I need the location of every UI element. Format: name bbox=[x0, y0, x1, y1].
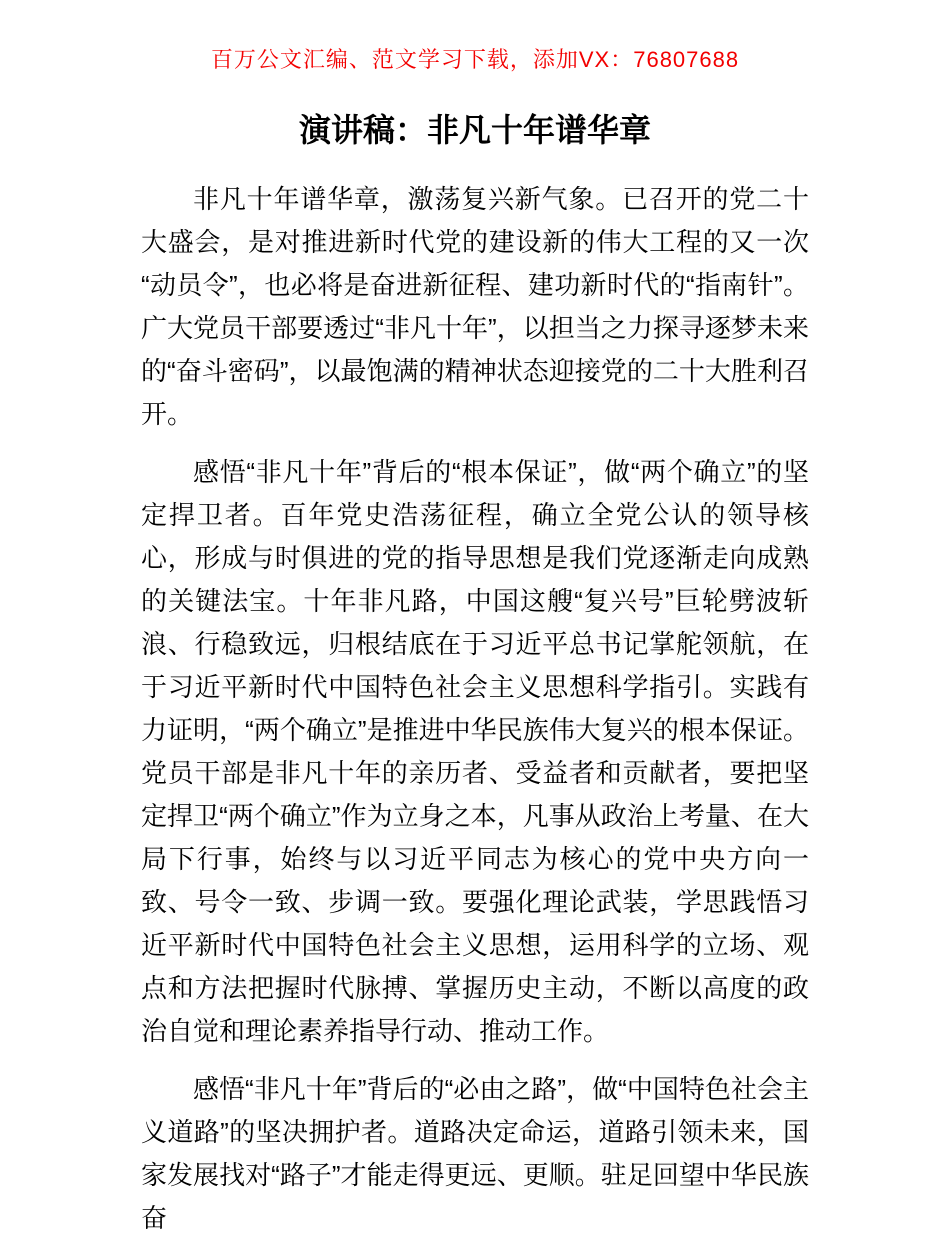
paragraph-3: 感悟“非凡十年”背后的“必由之路”，做“中国特色社会主义道路”的坚决拥护者。道路决定命运，道路引领未来，国家发展找对“路子”才能走得更远、更顺。驻足回望中华民族奋 bbox=[141, 1074, 809, 1233]
paragraph-1: 非凡十年谱华章，激荡复兴新气象。已召开的党二十大盛会，是对推进新时代党的建设新的伟大工程的又一次“动员令”，也必将是奋进新征程、建功新时代的“指南针”。广大党员干部要透过“非凡十年”，以担当之力探寻逐梦未来的“奋斗密码”，以最饱满的精神状态迎接党的二十大胜利召开。 bbox=[141, 184, 809, 429]
document-body bbox=[141, 178, 809, 1240]
paragraph-2: 感悟“非凡十年”背后的“根本保证”，做“两个确立”的坚定捍卫者。百年党史浩荡征程，确立全党公认的领导核心，形成与时俱进的党的指导思想是我们党逐渐走向成熟的关键法宝。十年非凡路，中国这艘“复兴号”巨轮劈波斩浪、行稳致远，归根结底在于习近平总书记掌舵领航，在于习近平新时代中国特色社会主义思想科学指引。实践有力证明，“两个确立”是推进中华民族伟大复兴的根本保证。党员干部是非凡十年的亲历者、受益者和贡献者，要把坚定捍卫“两个确立”作为立身之本，凡事从政治上考量、在大局下行事，始终与以习近平同志为核心的党中央方向一致、号令一致、步调一致。要强化理论武装，学思践悟习近平新时代中国特色社会主义思想，运用科学的立场、观点和方法把握时代脉搏、掌握历史主动，不断以高度的政治自觉和理论素养指导行动、推动工作。 bbox=[141, 457, 809, 1046]
document-title: 演讲稿：非凡十年谱华章 bbox=[298, 112, 651, 148]
promo-banner-text: 百万公文汇编、范文学习下载，添加VX：76807688 bbox=[210, 47, 740, 72]
